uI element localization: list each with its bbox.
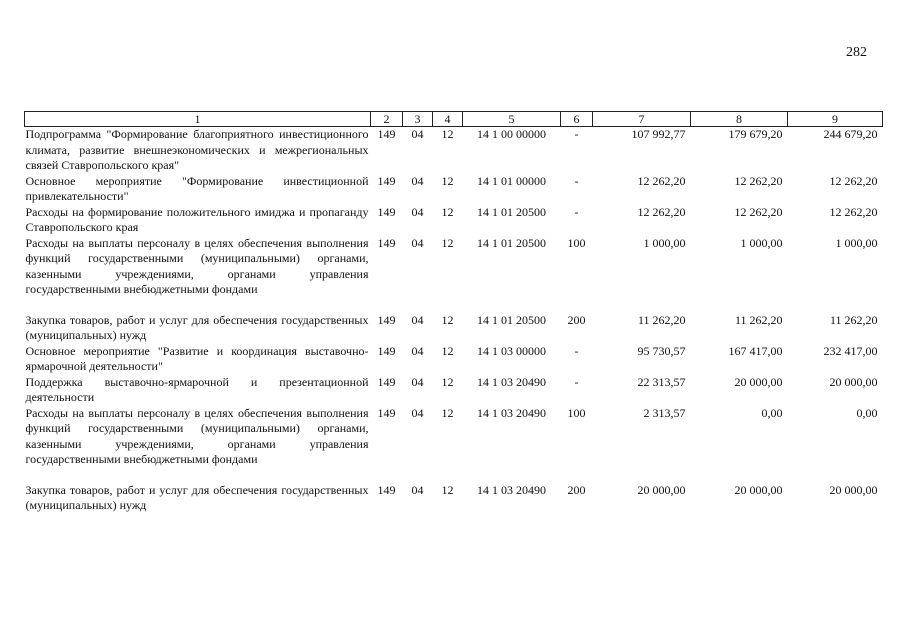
amount-col8: 179 679,20 (728, 127, 783, 141)
amount-col9: 244 679,20 (823, 127, 878, 141)
section-code: 04 (411, 173, 424, 188)
ministry-code: 149 (377, 235, 396, 250)
row-description: Расходы на выплаты персоналу в целях обеспечения выполнения функций государственными (муниципальными) органами, казенными учреждениями, органами управления государственными внебюджетными фондами (25, 405, 369, 466)
ministry-code: 149 (377, 204, 396, 219)
expense-type-code: 200 (567, 312, 586, 327)
amount-col7: 11 262,20 (637, 312, 686, 327)
amount-col8: 12 262,20 (734, 204, 783, 219)
amount-col7: 2 313,57 (643, 405, 686, 420)
subsection-code: 12 (441, 374, 454, 389)
amount-col8: 20 000,00 (734, 482, 783, 497)
table-row (25, 406, 883, 483)
amount-col7: 107 992,77 (631, 127, 686, 141)
row-description: Подпрограмма "Формирование благоприятного инвестиционного климата, развитие внешнеэкономических и межрегиональных связей Ставропольского края" (25, 127, 369, 172)
amount-col7: 12 262,20 (637, 204, 686, 219)
target-article-code: 14 1 01 00000 (477, 173, 546, 188)
target-article-code: 14 1 03 20490 (477, 374, 546, 389)
subsection-code: 12 (441, 127, 454, 141)
ministry-code: 149 (377, 312, 396, 327)
row-description: Закупка товаров, работ и услуг для обеспечения государственных (муниципальных) нужд (25, 312, 369, 342)
table-row (25, 483, 883, 514)
expense-type-code: - (574, 374, 579, 389)
amount-col8: 11 262,20 (734, 312, 783, 327)
column-header: 8 (691, 112, 788, 127)
amount-col7: 1 000,00 (643, 235, 686, 250)
section-code: 04 (411, 235, 424, 250)
section-code: 04 (411, 204, 424, 219)
expense-type-code: - (574, 343, 579, 358)
subsection-code: 12 (441, 312, 454, 327)
row-description: Расходы на формирование положительного имиджа и пропаганду Ставропольского края (25, 204, 369, 234)
expense-type-code: 100 (567, 235, 586, 250)
section-code: 04 (411, 482, 424, 497)
amount-col8: 0,00 (761, 405, 783, 420)
section-code: 04 (411, 312, 424, 327)
target-article-code: 14 1 03 00000 (477, 343, 546, 358)
table-row (25, 127, 883, 174)
amount-col7: 20 000,00 (637, 482, 686, 497)
subsection-code: 12 (441, 173, 454, 188)
amount-col7: 22 313,57 (637, 374, 686, 389)
amount-col9: 12 262,20 (829, 173, 878, 188)
target-article-code: 14 1 03 20490 (477, 405, 546, 420)
column-header: 4 (433, 112, 463, 127)
column-header: 6 (561, 112, 593, 127)
row-description: Поддержка выставочно-ярмарочной и презентационной деятельности (25, 374, 369, 404)
column-header: 7 (593, 112, 691, 127)
ministry-code: 149 (377, 343, 396, 358)
amount-col7: 95 730,57 (637, 343, 686, 358)
section-code: 04 (411, 343, 424, 358)
subsection-code: 12 (441, 482, 454, 497)
ministry-code: 149 (377, 173, 396, 188)
row-description: Расходы на выплаты персоналу в целях обеспечения выполнения функций государственными (муниципальными) органами, казенными учреждениями, органами управления государственными внебюджетными фондами (25, 235, 369, 296)
column-number-row (25, 112, 883, 127)
amount-col9: 20 000,00 (829, 482, 878, 497)
expense-type-code: - (574, 127, 579, 141)
expense-type-code: - (574, 173, 579, 188)
section-code: 04 (411, 374, 424, 389)
ministry-code: 149 (377, 127, 396, 141)
amount-col8: 20 000,00 (734, 374, 783, 389)
amount-col8: 167 417,00 (728, 343, 783, 358)
table-row (25, 344, 883, 375)
amount-col9: 1 000,00 (835, 235, 878, 250)
amount-col9: 20 000,00 (829, 374, 878, 389)
subsection-code: 12 (441, 343, 454, 358)
target-article-code: 14 1 01 20500 (477, 312, 546, 327)
row-description: Основное мероприятие "Формирование инвестиционной привлекательности" (25, 173, 369, 203)
amount-col9: 11 262,20 (829, 312, 878, 327)
section-code: 04 (411, 127, 424, 141)
budget-table (24, 111, 883, 514)
expense-type-code: 100 (567, 405, 586, 420)
table-row (25, 313, 883, 344)
column-header: 3 (403, 112, 433, 127)
amount-col9: 0,00 (856, 405, 878, 420)
target-article-code: 14 1 01 20500 (477, 235, 546, 250)
ministry-code: 149 (377, 482, 396, 497)
page-number: 282 (846, 45, 867, 60)
section-code: 04 (411, 405, 424, 420)
amount-col8: 12 262,20 (734, 173, 783, 188)
column-header: 9 (788, 112, 883, 127)
table-row (25, 205, 883, 236)
column-header: 2 (371, 112, 403, 127)
amount-col9: 12 262,20 (829, 204, 878, 219)
table-row (25, 375, 883, 406)
subsection-code: 12 (441, 204, 454, 219)
target-article-code: 14 1 01 20500 (477, 204, 546, 219)
amount-col9: 232 417,00 (823, 343, 878, 358)
column-header: 5 (463, 112, 561, 127)
amount-col7: 12 262,20 (637, 173, 686, 188)
subsection-code: 12 (441, 235, 454, 250)
expense-type-code: - (574, 204, 579, 219)
amount-col8: 1 000,00 (740, 235, 783, 250)
expense-type-code: 200 (567, 482, 586, 497)
row-description: Закупка товаров, работ и услуг для обеспечения государственных (муниципальных) нужд (25, 482, 369, 512)
table-row (25, 236, 883, 313)
ministry-code: 149 (377, 374, 396, 389)
table-row (25, 174, 883, 205)
subsection-code: 12 (441, 405, 454, 420)
ministry-code: 149 (377, 405, 396, 420)
row-description: Основное мероприятие "Развитие и координация выставочно-ярмарочной деятельности" (25, 343, 369, 373)
target-article-code: 14 1 00 00000 (477, 127, 546, 141)
target-article-code: 14 1 03 20490 (477, 482, 546, 497)
column-header: 1 (25, 112, 371, 127)
